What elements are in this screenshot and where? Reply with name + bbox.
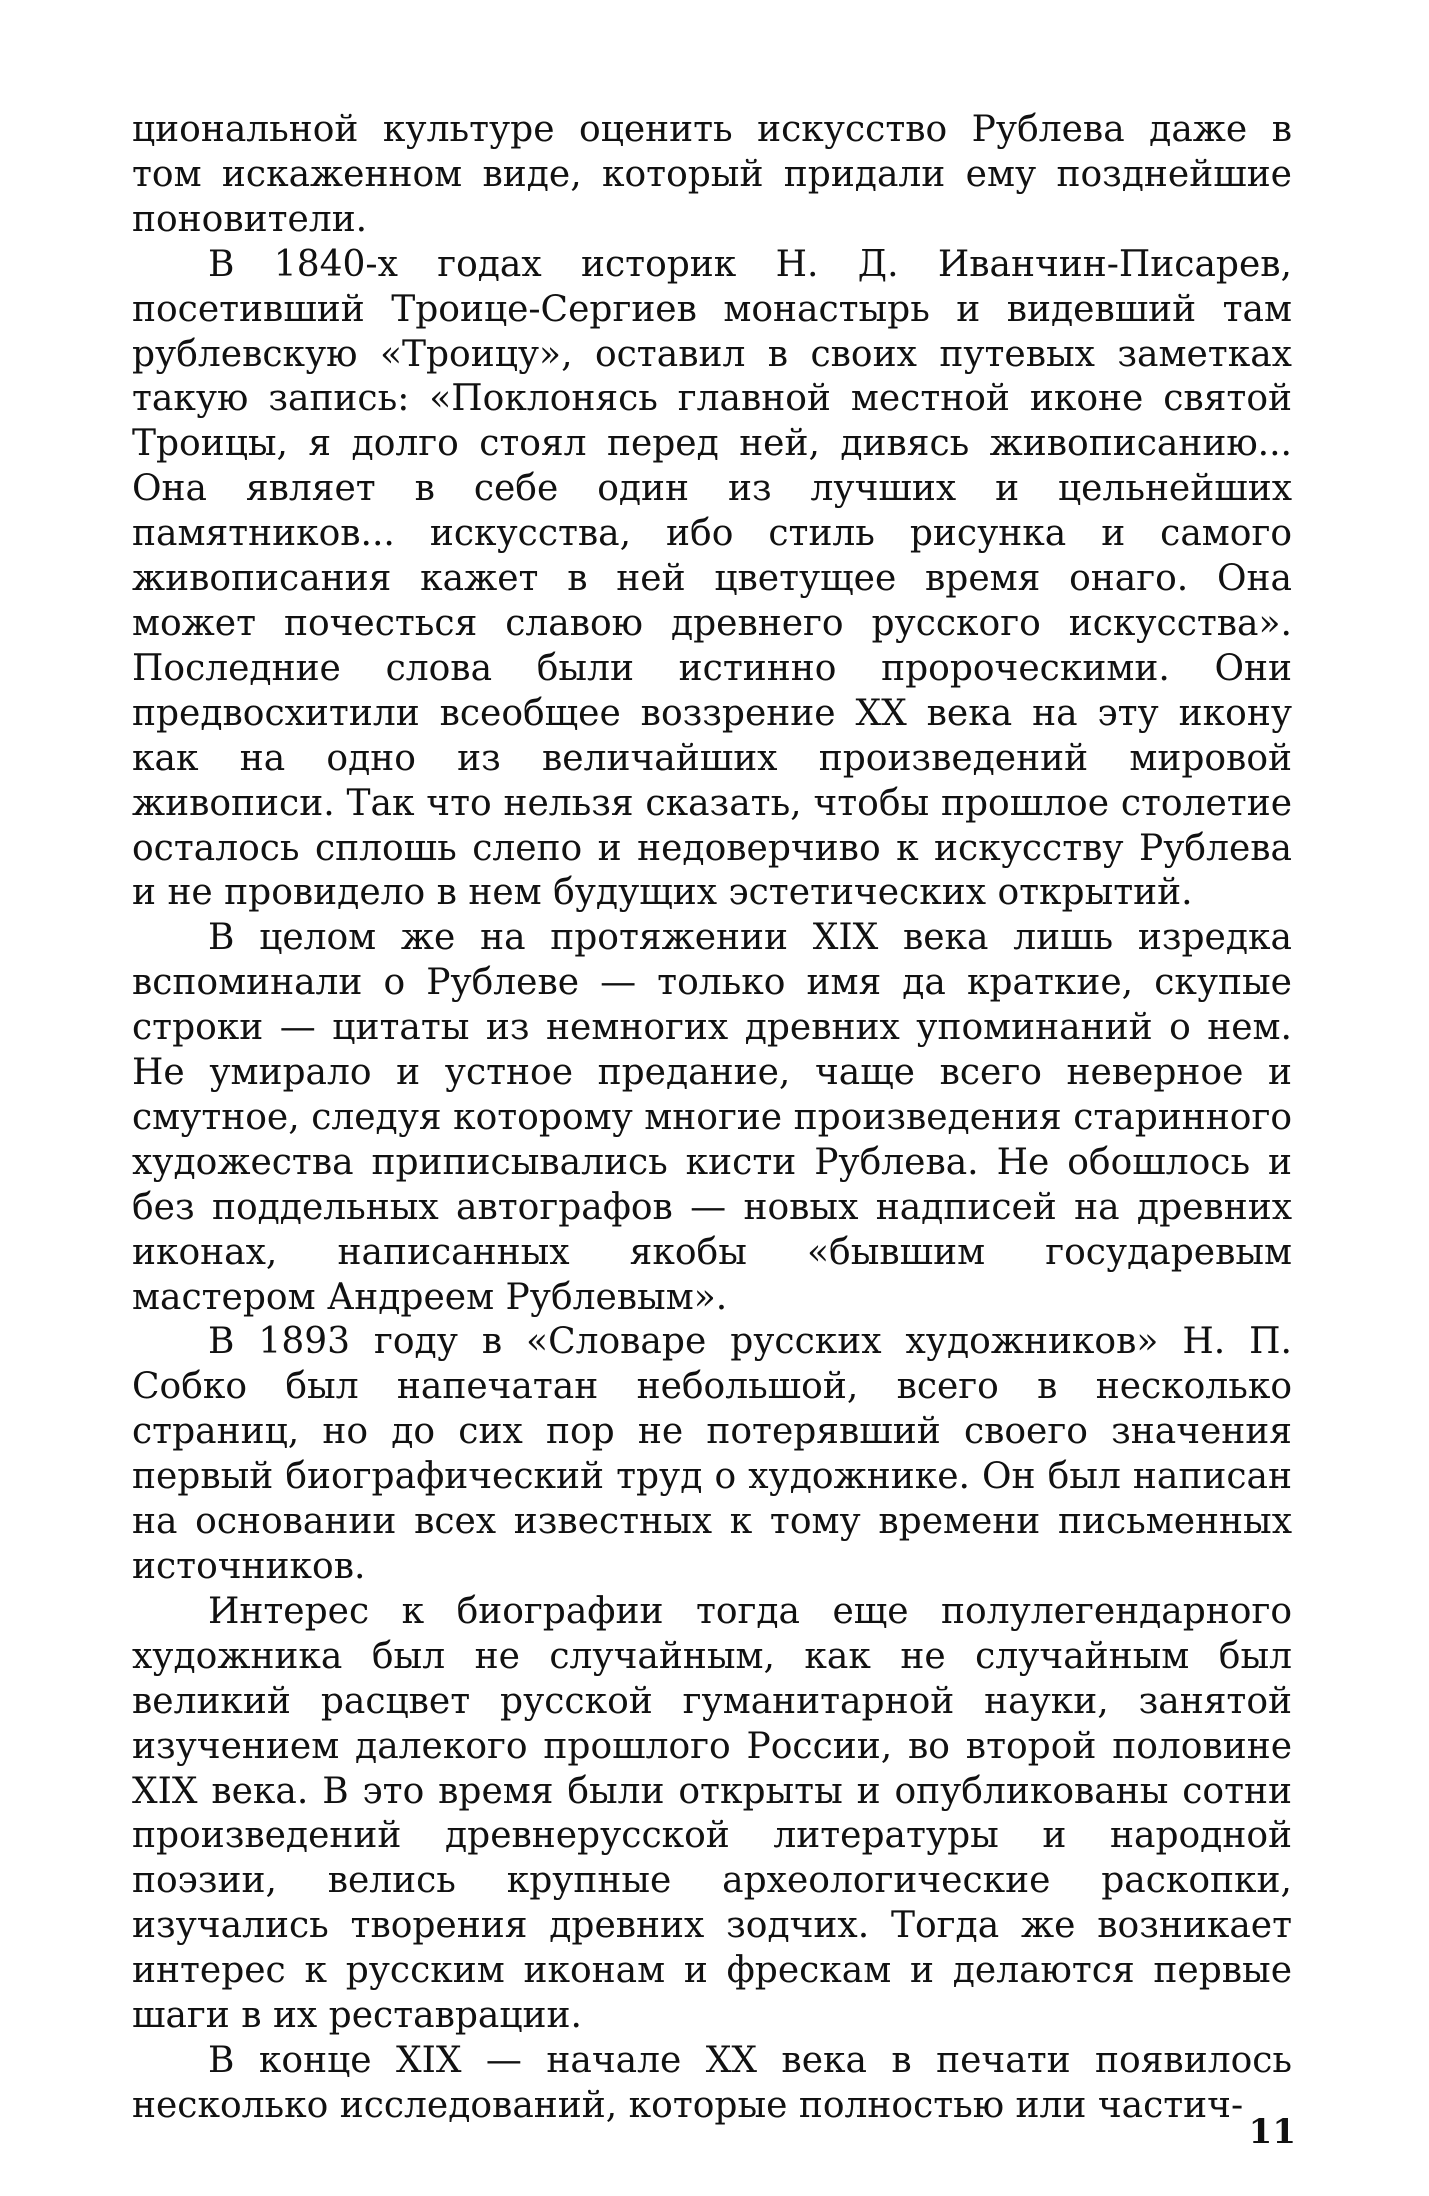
page-number: 11 (1248, 2112, 1296, 2152)
paragraph-continuation: циональной культуре оценить искусство Рублева даже в том искаженном виде, который придали ему позднейшие поновители. (132, 109, 1292, 240)
paragraph-ivanchin-pisarev: В 1840-х годах историк Н. Д. Иванчин-Писарев, посетивший Троице-Сергиев монастырь и видевший там рублевскую «Троицу», оставил в своих путевых заметках такую запись: «Поклонясь главной местной иконе святой Троицы, я долго стоял перед ней, дивясь живописанию... Она являет в себе один из лучших и цельнейших памятников... искусства, ибо стиль рисунка и самого живописания кажет в ней цветущее время онаго. Она может почесться славою древнего русского искусства». Последние слова были истинно пророческими. Они предвосхитили всеобщее воззрение XX века на эту икону как на одно из величайших произведений мировой живописи. Так что нельзя сказать, чтобы прошлое столетие осталось сплошь слепо и недоверчиво к искусству Рублева и не провидело в нем будущих эстетических открытий. (132, 243, 1292, 914)
paragraph-turn-of-century: В конце XIX — начале XX века в печати появилось несколько исследований, которые полностью или частич- (132, 2039, 1292, 2126)
body-text (132, 108, 1292, 2129)
paragraph-nineteenth-century: В целом же на протяжении XIX века лишь изредка вспоминали о Рублеве — только имя да краткие, скупые строки — цитаты из немногих древних упоминаний о нем. Не умирало и устное предание, чаще всего неверное и смутное, следуя которому многие произведения старинного художества приписывались кисти Рублева. Не обошлось и без поддельных автографов — новых надписей на древних иконах, написанных якобы «бывшим государевым мастером Андреем Рублевым». (132, 917, 1292, 1318)
paragraph-sobko-dictionary: В 1893 году в «Словаре русских художников» Н. П. Собко был напечатан небольшой, всего в несколько страниц, но до сих пор не потерявший своего значения первый биографический труд о художнике. Он был написан на основании всех известных к тому времени письменных источников. (132, 1321, 1292, 1587)
paragraph-biography-interest: Интерес к биографии тогда еще полулегендарного художника был не случайным, как не случайным был великий расцвет русской гуманитарной науки, занятой изучением далекого прошлого России, во второй половине XIX века. В это время были открыты и опубликованы сотни произведений древнерусской литературы и народной поэзии, велись крупные археологические раскопки, изучались творения древних зодчих. Тогда же возникает интерес к русским иконам и фрескам и делаются первые шаги в их реставрации. (132, 1590, 1292, 2037)
